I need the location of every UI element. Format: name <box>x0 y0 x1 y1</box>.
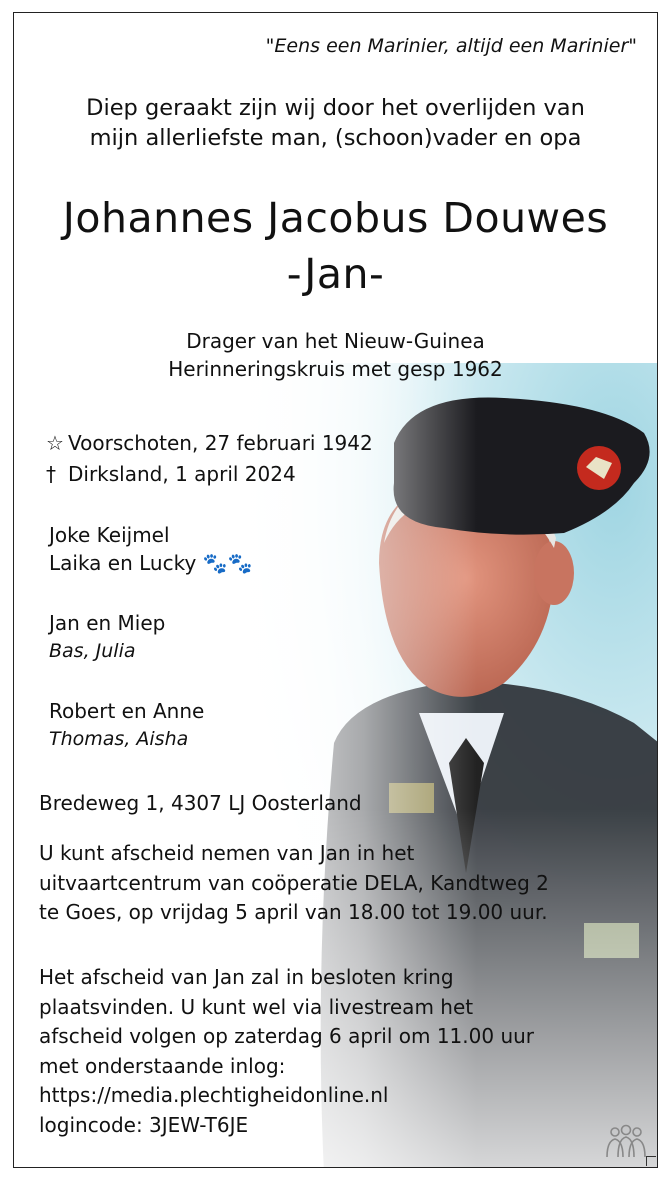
motto: "Eens een Marinier, altijd een Marinier" <box>265 35 637 57</box>
livestream-text <box>39 963 534 1140</box>
decoration-line: Drager van het Nieuw-Guinea <box>186 329 485 353</box>
death-line <box>46 459 373 490</box>
farewell-line: U kunt afscheid nemen van Jan in het <box>39 841 415 865</box>
people-logo-icon <box>603 1123 649 1159</box>
birth-text: Voorschoten, 27 februari 1942 <box>68 431 373 455</box>
livestream-url[interactable]: https://media.plechtigheidonline.nl <box>39 1083 389 1107</box>
death-text: Dirksland, 1 april 2024 <box>68 462 296 486</box>
intro-line: Diep geraakt zijn wij door het overlijden van <box>86 95 585 121</box>
corner-mark <box>646 1156 656 1166</box>
family-line: Robert en Anne <box>49 699 205 723</box>
grandchildren: Bas, Julia <box>49 640 136 662</box>
family-group <box>49 521 252 577</box>
livestream-line: Het afscheid van Jan zal in besloten kring <box>39 965 454 989</box>
star-icon: ☆ <box>46 431 64 455</box>
login-code: logincode: 3JEW-T6JE <box>39 1112 249 1137</box>
farewell-line: te Goes, op vrijdag 5 april van 18.00 tot 19.00 uur. <box>39 900 548 924</box>
decoration-line: Herinneringskruis met gesp 1962 <box>168 357 503 381</box>
intro-text <box>14 93 657 153</box>
life-dates <box>46 428 373 490</box>
livestream-line: afscheid volgen op zaterdag 6 april om 11.00 uur <box>39 1024 535 1048</box>
livestream-line: met onderstaande inlog: <box>39 1053 286 1078</box>
intro-line: mijn allerliefste man, (schoon)vader en opa <box>89 125 582 151</box>
farewell-text <box>39 839 549 928</box>
address: Bredeweg 1, 4307 LJ Oosterland <box>39 791 362 815</box>
paw-icon: 🐾🐾 <box>202 551 253 575</box>
birth-line <box>46 428 373 459</box>
livestream-line: plaatsvinden. U kunt wel via livestream het <box>39 994 474 1019</box>
pets-text: Laika en Lucky <box>49 551 197 575</box>
grandchildren: Thomas, Aisha <box>49 728 189 750</box>
decoration-text <box>14 327 657 383</box>
family-group <box>49 697 204 753</box>
family-line <box>49 549 252 577</box>
family-line: Jan en Miep <box>49 611 166 635</box>
cross-icon: † <box>46 462 56 486</box>
family-line: Joke Keijmel <box>49 523 170 547</box>
full-name: Johannes Jacobus Douwes <box>62 194 609 242</box>
deceased-name <box>14 190 657 302</box>
obituary-card <box>13 12 658 1168</box>
family-group <box>49 609 165 665</box>
nickname: -Jan- <box>286 250 385 298</box>
farewell-line: uitvaartcentrum van coöperatie DELA, Kandtweg 2 <box>39 870 549 895</box>
